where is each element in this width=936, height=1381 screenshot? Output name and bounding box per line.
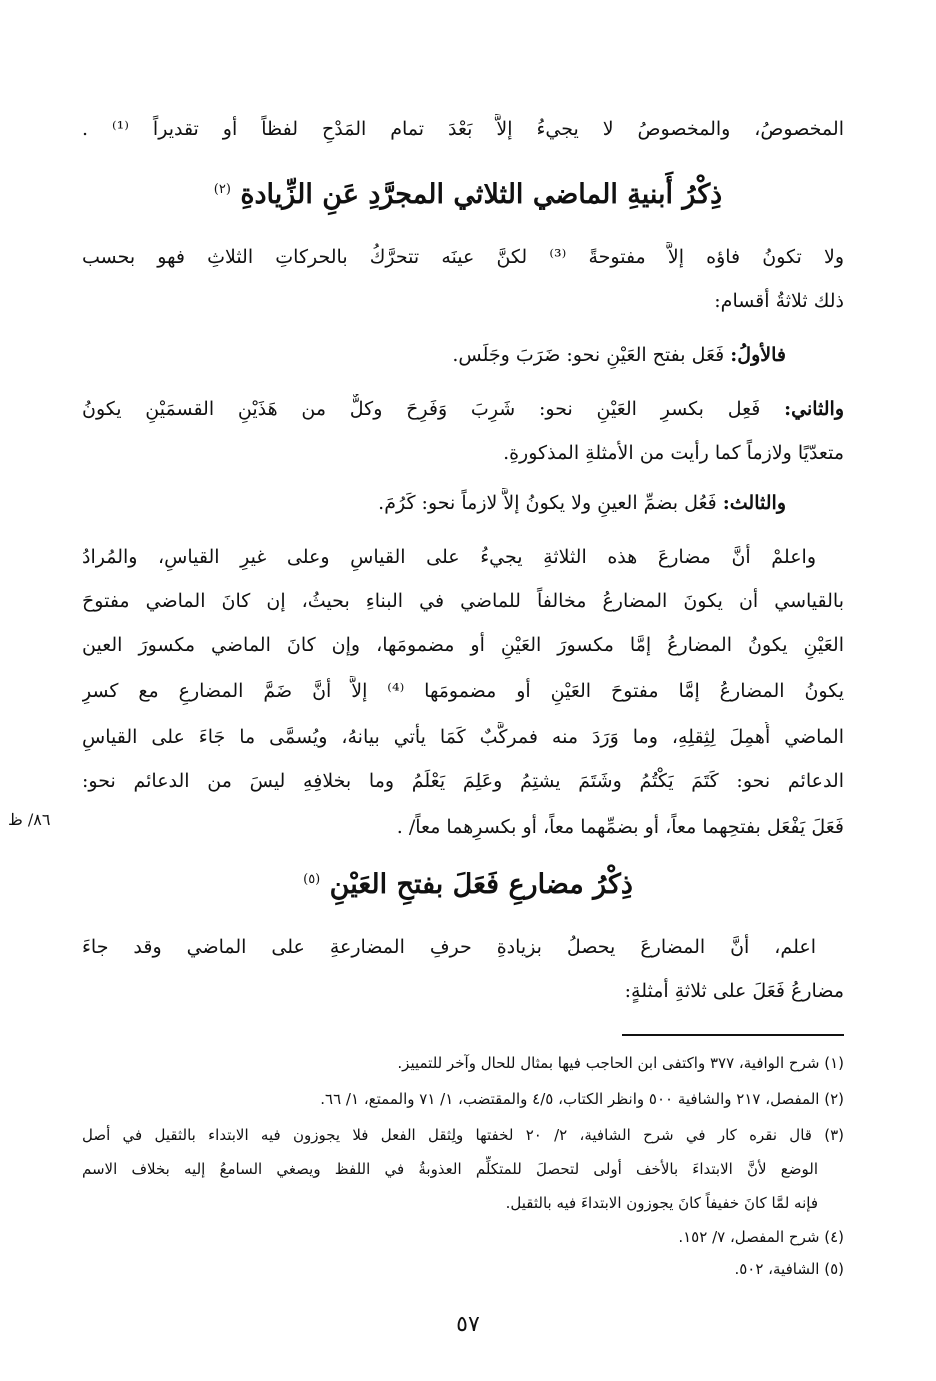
heading-text: ذِكْرُ أَبنيةِ الماضي الثلاثي المجرَّدِ عَنِ الزِّيادةِ <box>240 179 723 210</box>
paragraph-line: اعلم، أنَّ المضارعَ يحصلُ بزيادةِ حرفِ المضارعةِ على الماضي وقد جاءَ <box>82 936 816 958</box>
paragraph-line: ولا تكونُ فاؤه إلاَّ مفتوحةً ⁽³⁾ لكنَّ عينَه تتحرَّكُ بالحركاتِ الثلاثِ فهو بحسب <box>82 246 844 268</box>
second-division-text: فَعِل بكسرِ العَيْنِ نحو: شَرِبَ وَفَرِحَ وكلٌّ من هَذَيْنِ القسمَيْنِ يكونُ <box>82 398 785 420</box>
third-division-label: والثالث: <box>722 492 786 514</box>
footnote-separator <box>622 1034 844 1036</box>
third-division <box>82 488 786 518</box>
heading-text: ذِكْرُ مضارعِ فَعَلَ بفتحِ العَيْنِ <box>329 869 633 900</box>
footnote: (٥) الشافية، ٥٠٢. <box>734 1260 844 1278</box>
section-heading-past-forms <box>92 170 844 215</box>
section-heading-present-of-faala <box>92 860 844 905</box>
paragraph-line: مضارعُ فَعَلَ على ثلاثةِ أمثلةٍ: <box>624 980 844 1002</box>
paragraph-line: يكونُ المضارعُ إمَّا مفتوحَ العَيْنِ أو مضمومَها ⁽⁴⁾ إلاَّ أنَّ ضَمَّ المضارعِ مع كسرِ <box>82 680 844 702</box>
footnote-continuation: فإنه لمَّا كانَ خفيفاً كانَ يجوزون الابتداءَ فيه بالثقيل. <box>505 1194 818 1212</box>
footnote: (٢) المفصل، ٢١٧ والشافية ٥٠٠ وانظر الكتاب، ٤/٥ والمقتضب، ١/ ٧١ والممتع، ١/ ٦٦. <box>320 1090 844 1108</box>
third-division-text: فَعُل بضمِّ العينِ ولا يكونُ إلاَّ لازماً نحو: كَرُمَ. <box>378 492 723 514</box>
paragraph-line: متعدّيًا ولازماً كما رأيت من الأمثلةِ المذكورةِ. <box>503 442 844 464</box>
footnote-continuation: الوضع لأنَّ الابتداءَ بالأخف أولى لتحصلَ للمتكلِّم العذوبةُ في اللفظ ويصغي السامعُ إليه بخلاف الاسم <box>82 1160 818 1178</box>
first-division-label: فالأولُ: <box>730 344 786 366</box>
second-division <box>82 394 844 424</box>
paragraph-line: الدعائم نحو: كَتَمَ يَكْتُمُ وشَتَمَ يشتِمُ وعَلِمَ يَعْلَمُ وما بخلافِهِ ليسَ من الدعائم نحو: <box>82 770 844 792</box>
page-number: ٥٧ <box>456 1312 480 1337</box>
first-division <box>82 340 786 370</box>
second-division-label: والثاني: <box>784 398 844 420</box>
paragraph-line: واعلمْ أنَّ مضارعَ هذه الثلاثةِ يجيءُ على القياسِ وعلى غيرِ القياسِ، والمُرادُ <box>82 546 816 568</box>
paragraph-line: ذلك ثلاثةُ أقسام: <box>714 290 844 312</box>
first-division-text: فَعَل بفتح العَيْنِ نحو: ضَرَبَ وجَلَس. <box>452 344 731 366</box>
footnote-ref: (٢) <box>213 182 231 197</box>
manuscript-folio-note: ٨٦/ ظ <box>8 810 51 829</box>
footnote: (٣) قال نقره كار في شرح الشافية، ٢/ ٢٠ لخفتها ولِثقل الفعل فلا يجوزون فيه الابتداء بالثقيل في أصل <box>82 1126 844 1144</box>
footnote-ref: (٥) <box>303 872 321 887</box>
paragraph-line: فَعَلَ يَفْعَل بفتحِهما معاً، أو بضمِّهما معاً، أو بكسرِهما معاً/ . <box>396 816 844 838</box>
footnote: (٤) شرح المفصل، ٧/ ١٥٢. <box>678 1228 844 1246</box>
intro-line: المخصوصُ، والمخصوصُ لا يجيءُ إلاَّ بَعْدَ تمام المَدْحِ لفظاً أو تقديراً ⁽¹⁾ . <box>82 118 844 140</box>
paragraph-line: العَيْنِ يكونُ المضارعُ إمَّا مكسورَ العَيْنِ أو مضمومَها، وإن كانَ الماضي مكسورَ العين <box>82 634 844 656</box>
paragraph-line: الماضي أُهمِلَ لِثِقلِهِ، وما وَرَدَ منه فمركَّبٌ كَمَا يأتي بيانهُ، ويُسمَّى ما جَاءَ على القياسِ <box>82 726 844 748</box>
paragraph-line: بالقياسي أن يكونَ المضارعُ مخالفاً للماضي في البناءِ بحيثُ، إن كانَ الماضي مفتوحَ <box>82 590 844 612</box>
footnote: (١) شرح الوافية، ٣٧٧ واكتفى ابن الحاجب فيها بمثال للحال وآخر للتمييز. <box>397 1054 844 1072</box>
